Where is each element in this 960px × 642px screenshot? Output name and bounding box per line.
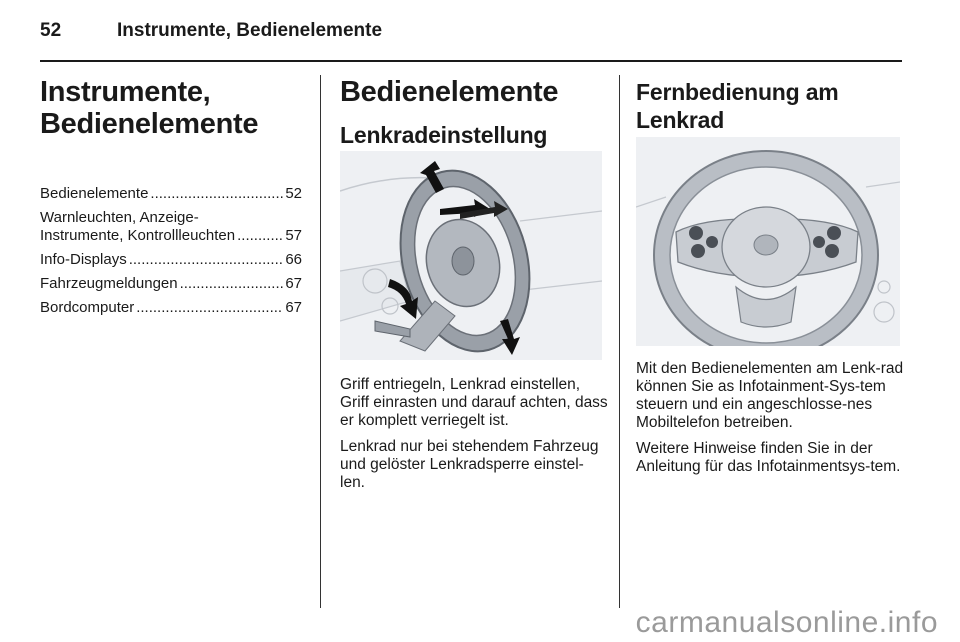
- right-body: [636, 360, 904, 484]
- toc-item[interactable]: Info-Displays ..... 66: [40, 251, 302, 269]
- subsection-title: Lenkradeinstellung: [340, 122, 548, 148]
- table-of-contents: [40, 185, 302, 317]
- column-divider-right: [619, 75, 620, 608]
- steering-wheel-adjust-drawing: [340, 151, 602, 360]
- section-title: Fernbedienung am Lenkrad: [636, 79, 839, 133]
- toc-item[interactable]: Fahrzeugmeldungen ..... 67: [40, 275, 302, 293]
- paragraph: Griff entriegeln, Lenkrad einstellen, Griff einrasten und darauf achten, dass er komplett verriegelt ist.: [340, 376, 608, 429]
- header-title: Instrumente, Bedienelemente: [117, 20, 383, 41]
- paragraph: Lenkrad nur bei stehendem Fahrzeug und gelöster Lenkradsperre einstel-len.: [340, 438, 599, 491]
- steering-adjust-illustration: [340, 151, 602, 360]
- toc-item[interactable]: Warnleuchten, Anzeige- Instrumente, Kontrollleuchten ..... 57: [40, 209, 302, 245]
- chapter-title: Instrumente, Bedienelemente: [40, 76, 259, 140]
- toc-item[interactable]: Bordcomputer ..... 67: [40, 299, 302, 317]
- watermark: carmanualsonline.info: [635, 606, 938, 639]
- paragraph: Mit den Bedienelementen am Lenk-rad können Sie as Infotainment-Sys-tem steuern und ein angeschlosse-nes Mobiltelefon betreiben.: [636, 360, 904, 431]
- column-divider-left: [320, 75, 321, 608]
- right-column: [636, 78, 902, 134]
- left-column: [40, 76, 302, 323]
- middle-body: [340, 376, 608, 500]
- page-number: 52: [40, 20, 62, 41]
- paragraph: Weitere Hinweise finden Sie in der Anleitung für das Infotainmentsys-tem.: [636, 440, 901, 475]
- section-title: Bedienelemente: [340, 76, 559, 108]
- steering-wheel-controls-drawing: [636, 137, 900, 346]
- steering-controls-illustration: [636, 137, 900, 346]
- toc-item[interactable]: Bedienelemente ..... 52: [40, 185, 302, 203]
- middle-column: [340, 76, 602, 149]
- page-header: [40, 20, 902, 60]
- header-rule: [40, 60, 902, 62]
